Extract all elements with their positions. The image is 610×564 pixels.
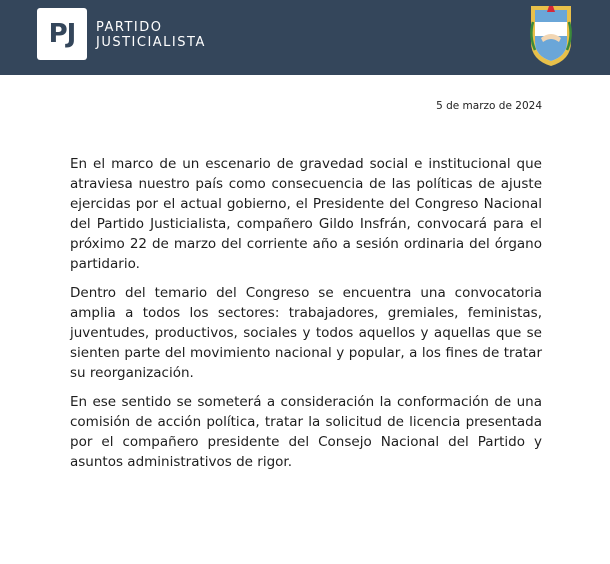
paragraph-1: En el marco de un escenario de gravedad social e institucional que atraviesa nuestro país como consecuencia de las políticas de ajuste ejercidas por el actual gobierno, el Presidente del Congreso Nacional del Partido Justicialista, compañero Gildo Insfrán, convocará para el próximo 22 de marzo del corriente año a sesión ordinaria del órgano partidario. <box>70 156 542 272</box>
header-banner <box>0 0 610 75</box>
pj-logo <box>37 8 87 60</box>
party-name-line2: JUSTICIALISTA <box>96 35 206 50</box>
party-name-line1: PARTIDO <box>96 20 163 35</box>
paragraph-2: Dentro del temario del Congreso se encuentra una convocatoria amplia a todos los sectores: trabajadores, gremiales, feministas, juventudes, productivos, sociales y todos aquellos y aquellas que se sienten parte del movimiento nacional y popular, a los fines de tratar su reorganización. <box>70 285 542 381</box>
paragraph-3: En ese sentido se someterá a consideración la conformación de una comisión de acción política, tratar la solicitud de licencia presentada por el compañero presidente del Consejo Nacional del Partido y asuntos administrativos de rigor. <box>70 394 542 470</box>
pj-logo-initials: PJ <box>48 19 76 49</box>
document-body <box>70 154 542 481</box>
document-date: 5 de marzo de 2024 <box>436 100 542 112</box>
party-shield-icon <box>527 2 575 68</box>
party-name <box>96 20 206 50</box>
